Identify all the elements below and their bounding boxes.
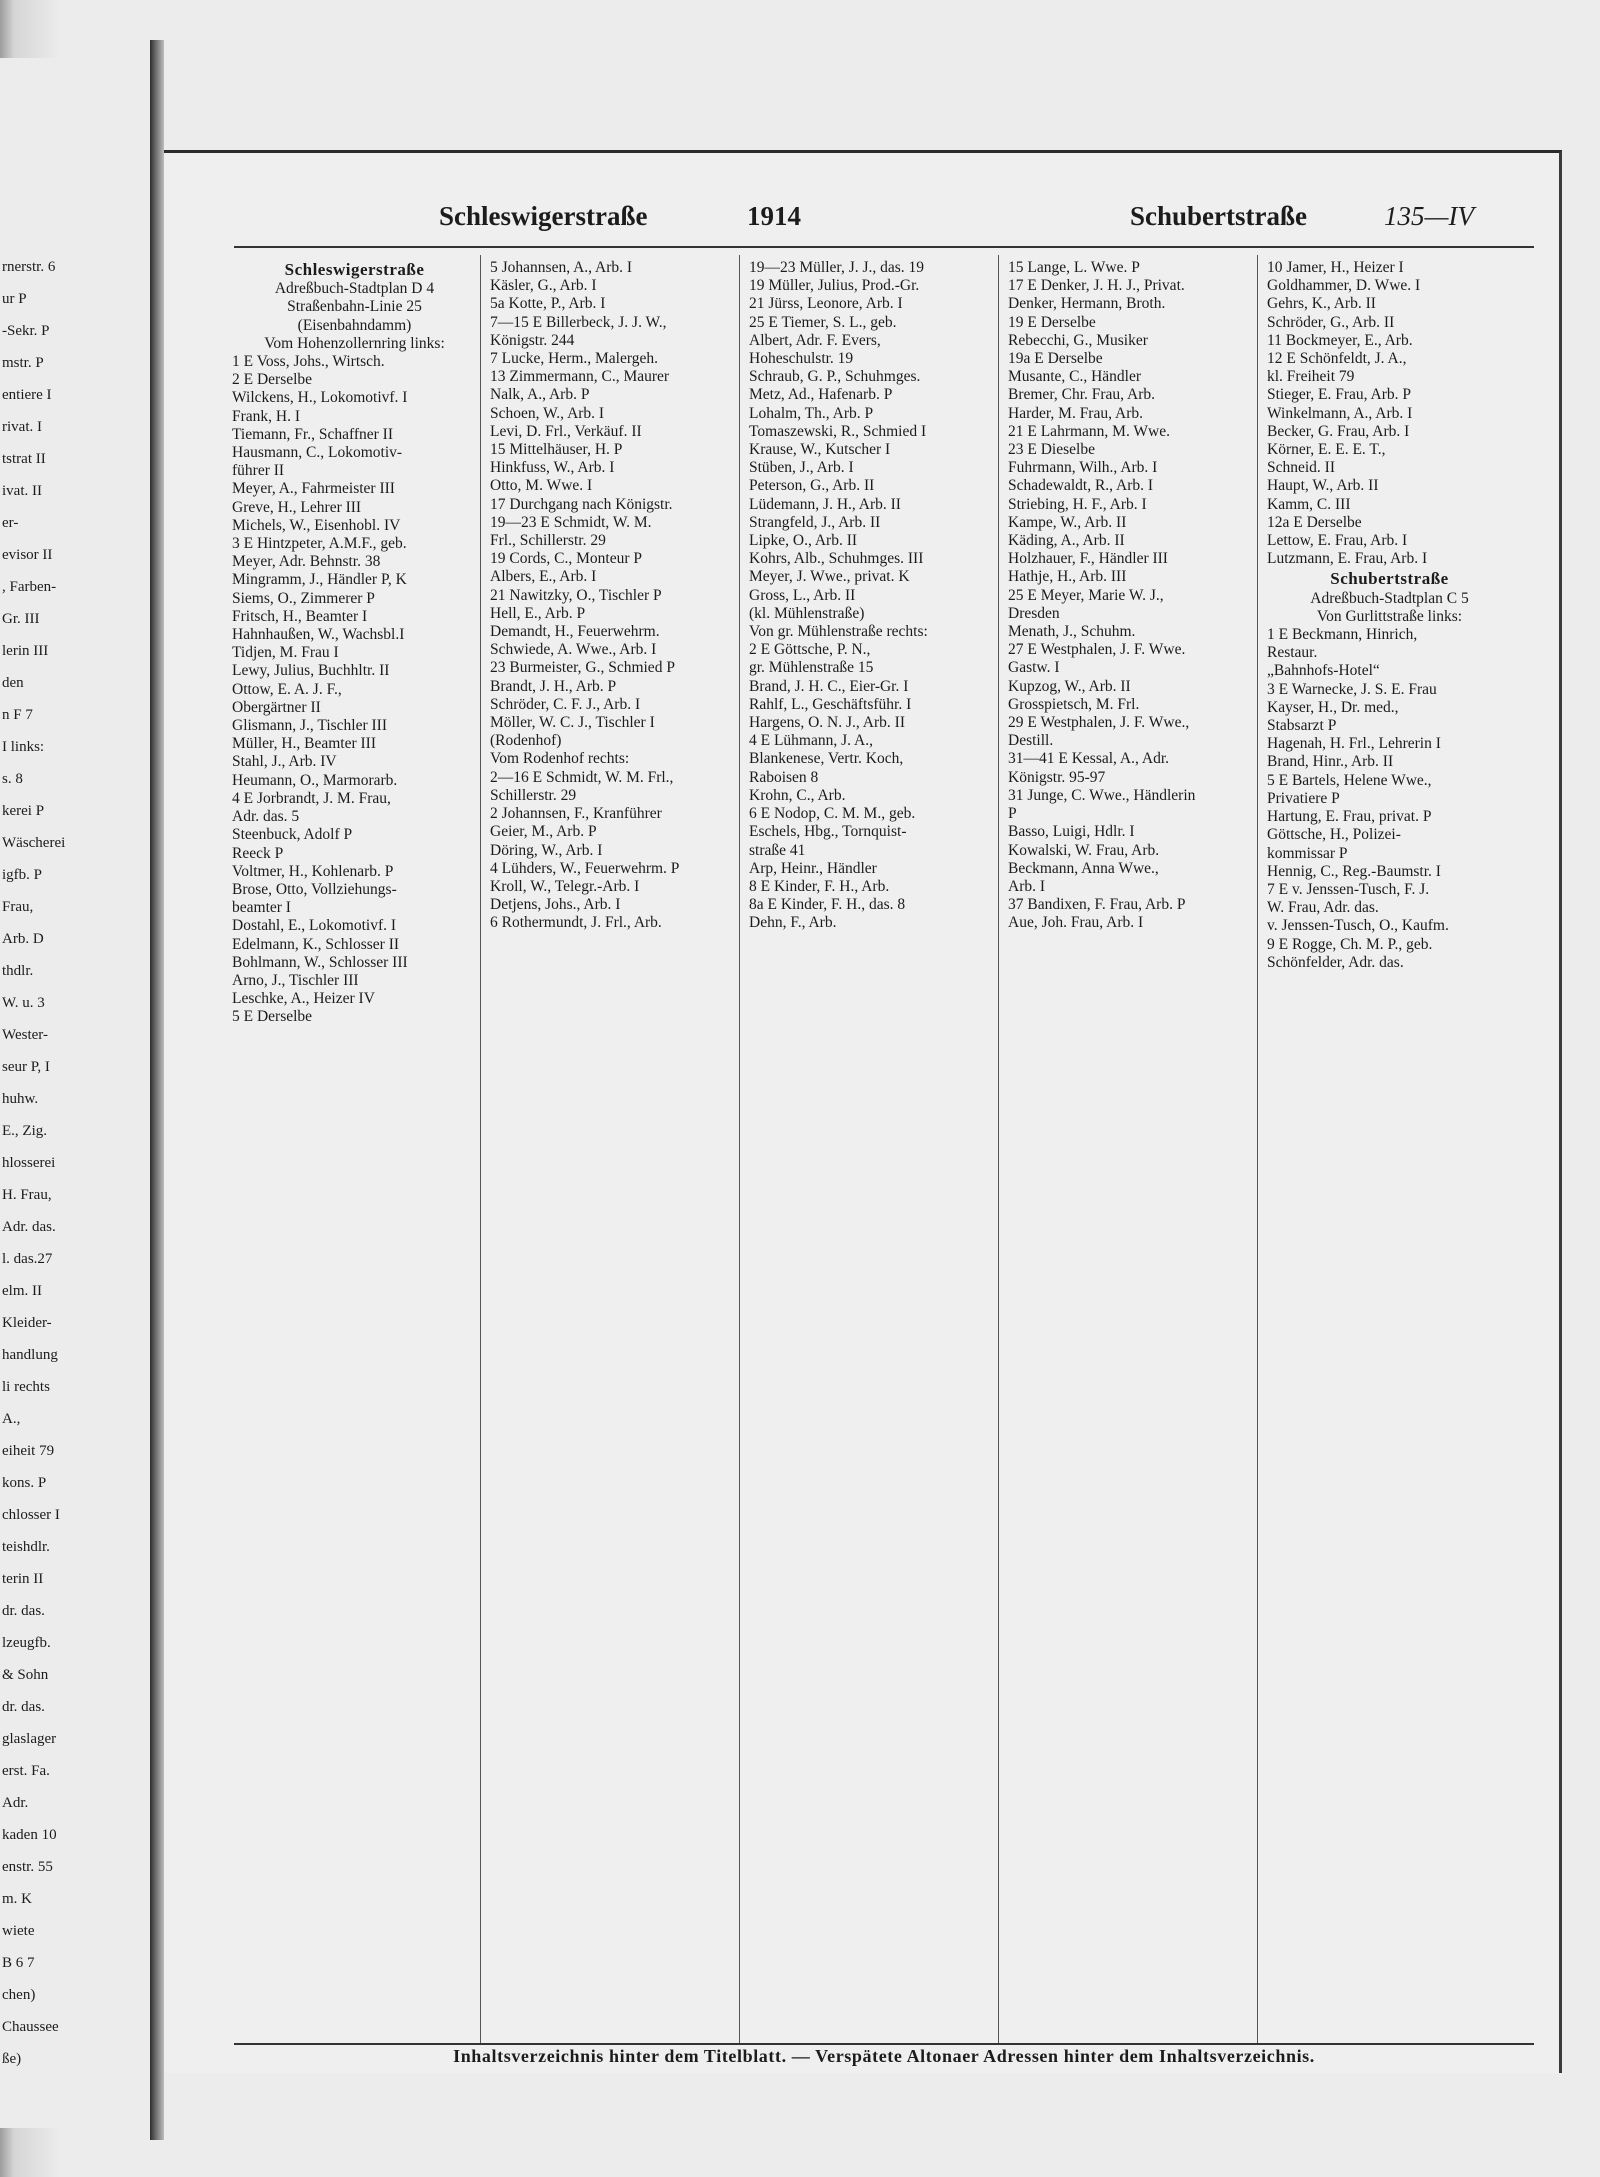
fragment-line: & Sohn — [2, 1667, 49, 1683]
book-gutter — [150, 40, 164, 2140]
resident-entry: 29 E Westphalen, J. F. Wwe., — [1008, 714, 1190, 732]
resident-entry: Brose, Otto, Vollziehungs- — [232, 880, 397, 898]
resident-entry: 9 E Rogge, Ch. M. P., geb. — [1267, 935, 1433, 953]
fragment-line: B 6 7 — [2, 1955, 35, 1971]
resident-entry: Königstr. 95-97 — [1008, 768, 1106, 786]
fragment-line: H. Frau, — [2, 1187, 52, 1203]
resident-entry: Arno, J., Tischler III — [232, 971, 359, 989]
resident-entry: Kupzog, W., Arb. II — [1008, 677, 1131, 695]
resident-entry: Schoen, W., Arb. I — [490, 404, 605, 422]
resident-entry: Aue, Joh. Frau, Arb. I — [1008, 914, 1144, 932]
resident-entry: Adr. das. 5 — [232, 808, 300, 826]
resident-entry: W. Frau, Adr. das. — [1267, 899, 1379, 917]
resident-entry: Stahl, J., Arb. IV — [232, 753, 337, 771]
page-number: 135—IV — [1384, 201, 1474, 231]
directory-column — [1267, 259, 1512, 972]
resident-entry: kommissar P — [1267, 844, 1348, 862]
resident-entry: 17 E Denker, J. H. J., Privat. — [1008, 277, 1185, 295]
resident-entry: Käsler, G., Arb. I — [490, 277, 597, 295]
fragment-line: teishdlr. — [2, 1539, 50, 1555]
fragment-line: A., — [2, 1411, 21, 1427]
resident-entry: Hargens, O. N. J., Arb. II — [749, 714, 905, 732]
street-heading: Schleswigerstraße — [284, 260, 425, 279]
fragment-line: chlosser I — [2, 1507, 60, 1523]
resident-entry: Lettow, E. Frau, Arb. I — [1267, 532, 1408, 550]
street-info: Vom Hohenzollernring links: — [264, 334, 445, 352]
fragment-line: Adr. — [2, 1795, 29, 1811]
resident-entry: Rahlf, L., Geschäftsführ. I — [749, 695, 912, 713]
fragment-line: s. 8 — [2, 771, 23, 787]
resident-entry: Metz, Ad., Hafenarb. P — [749, 386, 893, 404]
resident-entry: 31 Junge, C. Wwe., Händlerin — [1008, 786, 1196, 804]
resident-entry: 2 E Derselbe — [232, 371, 313, 389]
fragment-line: m. K — [2, 1891, 32, 1907]
resident-entry: Gehrs, K., Arb. II — [1267, 295, 1376, 313]
resident-entry: Blankenese, Vertr. Koch, — [749, 750, 904, 768]
resident-entry: Musante, C., Händler — [1008, 368, 1142, 386]
fragment-line: Frau, — [2, 899, 34, 915]
fragment-line: rnerstr. 6 — [2, 259, 56, 275]
resident-entry: 37 Bandixen, F. Frau, Arb. P — [1008, 896, 1186, 914]
resident-entry: 10 Jamer, H., Heizer I — [1267, 259, 1404, 276]
resident-entry: Gastw. I — [1008, 659, 1060, 677]
resident-entry: Brand, J. H. C., Eier-Gr. I — [749, 677, 909, 695]
resident-entry: Gross, L., Arb. II — [749, 586, 856, 604]
fragment-line: handlung — [2, 1347, 58, 1363]
resident-entry: Müller, H., Beamter III — [232, 735, 376, 753]
resident-entry: Albers, E., Arb. I — [490, 568, 597, 586]
fragment-line: seur P, I — [2, 1059, 50, 1075]
resident-entry: Schraub, G. P., Schuhmges. — [749, 368, 921, 386]
resident-entry: Kohrs, Alb., Schuhmges. III — [749, 550, 924, 568]
resident-entry: 19—23 Müller, J. J., das. 19 — [749, 259, 925, 276]
street-info: Straßenbahn-Linie 25 — [287, 298, 422, 316]
resident-entry: Schadewaldt, R., Arb. I — [1008, 477, 1154, 495]
resident-entry: 5a Kotte, P., Arb. I — [490, 295, 606, 313]
resident-entry: 2—16 E Schmidt, W. M. Frl., — [490, 768, 674, 786]
fragment-line: rivat. I — [2, 419, 42, 435]
resident-entry: Albert, Adr. F. Evers, — [749, 331, 881, 349]
resident-entry: Geier, M., Arb. P — [490, 823, 597, 841]
resident-entry: Otto, M. Wwe. I — [490, 477, 593, 495]
street-info: Adreßbuch-Stadtplan D 4 — [274, 280, 435, 298]
resident-entry: Stüben, J., Arb. I — [749, 459, 854, 477]
fragment-line: Wäscherei — [2, 835, 66, 851]
fragment-line: dr. das. — [2, 1699, 45, 1715]
resident-entry: Greve, H., Lehrer III — [232, 498, 362, 516]
fragment-line: mstr. P — [2, 355, 44, 371]
resident-entry: 21 Nawitzky, O., Tischler P — [490, 586, 662, 604]
resident-entry: Goldhammer, D. Wwe. I — [1267, 277, 1421, 295]
resident-entry: Hathje, H., Arb. III — [1008, 568, 1127, 586]
resident-entry: Hell, E., Arb. P — [490, 604, 586, 622]
resident-entry: Schwiede, A. Wwe., Arb. I — [490, 641, 657, 659]
resident-entry: 8 E Kinder, F. H., Arb. — [749, 877, 890, 895]
resident-entry: Von gr. Mühlenstraße rechts: — [749, 623, 928, 641]
resident-entry: 2 Johannsen, F., Kranführer — [490, 805, 662, 823]
resident-entry: Privatiere P — [1267, 789, 1340, 807]
resident-entry: Striebing, H. F., Arb. I — [1008, 495, 1147, 513]
resident-entry: Königstr. 244 — [490, 331, 575, 349]
fragment-line: erst. Fa. — [2, 1763, 50, 1779]
resident-entry: Beckmann, Anna Wwe., — [1008, 859, 1159, 877]
fragment-line: , Farben- — [2, 579, 57, 595]
fragment-line: igfb. P — [2, 867, 43, 883]
resident-entry: 6 Rothermundt, J. Frl., Arb. — [490, 914, 662, 932]
resident-entry: P — [1008, 805, 1017, 823]
street-info: Von Gurlittstraße links: — [1316, 607, 1463, 625]
resident-entry: 31—41 E Kessal, A., Adr. — [1008, 750, 1170, 768]
resident-entry: Vom Rodenhof rechts: — [490, 750, 630, 768]
running-header — [164, 201, 1559, 241]
resident-entry: Siems, O., Zimmerer P — [232, 589, 375, 607]
column-divider — [1257, 255, 1258, 2045]
resident-entry: Tomaszewski, R., Schmied I — [749, 422, 927, 440]
resident-entry: 8a E Kinder, F. H., das. 8 — [749, 896, 906, 914]
resident-entry: 21 Jürss, Leonore, Arb. I — [749, 295, 903, 313]
resident-entry: Leschke, A., Heizer IV — [232, 990, 375, 1008]
fragment-line: n F 7 — [2, 707, 33, 723]
resident-entry: Krohn, C., Arb. — [749, 786, 846, 804]
resident-entry: 13 Zimmermann, C., Maurer — [490, 368, 670, 386]
column-divider — [739, 255, 740, 2045]
resident-entry: Heumann, O., Marmorarb. — [232, 771, 398, 789]
resident-entry: Lohalm, Th., Arb. P — [749, 404, 874, 422]
resident-entry: 4 Lühders, W., Feuerwehrm. P — [490, 859, 680, 877]
resident-entry: 5 E Derselbe — [232, 1008, 313, 1026]
resident-entry: Harder, M. Frau, Arb. — [1008, 404, 1143, 422]
resident-entry: 6 E Nodop, C. M. M., geb. — [749, 805, 916, 823]
resident-entry: Steenbuck, Adolf P — [232, 826, 353, 844]
resident-entry: Hagenah, H. Frl., Lehrerin I — [1267, 735, 1441, 753]
fragment-line: terin II — [2, 1571, 44, 1587]
resident-entry: Holzhauer, F., Händler III — [1008, 550, 1168, 568]
fragment-line: dr. das. — [2, 1603, 45, 1619]
resident-entry: Kamm, C. III — [1267, 495, 1351, 513]
resident-entry: Lutzmann, E. Frau, Arb. I — [1267, 550, 1428, 568]
fragment-line: Gr. III — [2, 611, 40, 627]
fragment-line: thdlr. — [2, 963, 34, 979]
resident-entry: Tidjen, M. Frau I — [232, 644, 339, 662]
resident-entry: 3 E Hintzpeter, A.M.F., geb. — [232, 535, 407, 553]
resident-entry: Frank, H. I — [232, 407, 301, 425]
resident-entry: Michels, W., Eisenhobl. IV — [232, 516, 401, 534]
directory-column — [1008, 259, 1253, 933]
directory-column — [749, 259, 994, 933]
resident-entry: 2 E Göttsche, P. N., — [749, 641, 871, 659]
directory-column — [490, 259, 735, 933]
resident-entry: 5 Johannsen, A., Arb. I — [490, 259, 633, 276]
resident-entry: gr. Mühlenstraße 15 — [749, 659, 874, 677]
resident-entry: „Bahnhofs-Hotel“ — [1267, 662, 1380, 680]
fragment-line: W. u. 3 — [2, 995, 45, 1011]
resident-entry: Arb. I — [1008, 877, 1046, 895]
resident-entry: Levi, D. Frl., Verkäuf. II — [490, 422, 642, 440]
fragment-line: chen) — [2, 1987, 36, 2003]
resident-entry: Schröder, G., Arb. II — [1267, 313, 1395, 331]
page-footer: Inhaltsverzeichnis hinter dem Titelblatt. — Verspätete Altonaer Adressen hinter dem Inhaltsverzeichnis. — [453, 2046, 1315, 2066]
resident-entry: 4 E Lühmann, J. A., — [749, 732, 873, 750]
fragment-line: ße) — [2, 2051, 22, 2067]
resident-entry: 7 E v. Jenssen-Tusch, F. J. — [1267, 880, 1430, 898]
resident-entry: Lewy, Julius, Buchhltr. II — [232, 662, 390, 680]
fragment-line: li rechts — [2, 1379, 50, 1395]
resident-entry: Hoheschulstr. 19 — [749, 350, 854, 368]
resident-entry: Peterson, G., Arb. II — [749, 477, 875, 495]
resident-entry: 1 E Beckmann, Hinrich, — [1267, 626, 1418, 644]
resident-entry: Obergärtner II — [232, 698, 321, 716]
resident-entry: Körner, E. E. E. T., — [1267, 441, 1386, 459]
fragment-line: l. das.27 — [2, 1251, 53, 1267]
resident-entry: Hennig, C., Reg.-Baumstr. I — [1267, 862, 1441, 880]
resident-entry: Göttsche, H., Polizei- — [1267, 826, 1401, 844]
resident-entry: v. Jenssen-Tusch, O., Kaufm. — [1267, 917, 1449, 935]
fragment-line: huhw. — [2, 1091, 39, 1107]
resident-entry: Schröder, C. F. J., Arb. I — [490, 695, 641, 713]
fragment-line: I links: — [2, 739, 45, 755]
header-year: 1914 — [747, 201, 801, 231]
resident-entry: Frl., Schillerstr. 29 — [490, 532, 606, 550]
resident-entry: Fuhrmann, Wilh., Arb. I — [1008, 459, 1158, 477]
resident-entry: 12 E Schönfeldt, J. A., — [1267, 350, 1407, 368]
fragment-line: ur P — [2, 291, 27, 307]
resident-entry: Dresden — [1008, 604, 1060, 622]
resident-entry: Fritsch, H., Beamter I — [232, 607, 368, 625]
resident-entry: Haupt, W., Arb. II — [1267, 477, 1379, 495]
resident-entry: Stabsarzt P — [1267, 717, 1337, 735]
fragment-line: lzeugfb. — [2, 1635, 51, 1651]
resident-entry: Schneid. II — [1267, 459, 1336, 477]
resident-entry: Rebecchi, G., Musiker — [1008, 331, 1148, 349]
resident-entry: 1 E Voss, Johs., Wirtsch. — [232, 353, 385, 371]
resident-entry: Voltmer, H., Kohlenarb. P — [232, 862, 394, 880]
adjacent-page-fragment — [0, 58, 153, 2128]
resident-entry: 19—23 E Schmidt, W. M. — [490, 513, 652, 531]
resident-entry: 19a E Derselbe — [1008, 350, 1103, 368]
resident-entry: 23 E Dieselbe — [1008, 441, 1095, 459]
resident-entry: Strangfeld, J., Arb. II — [749, 513, 881, 531]
address-book-page — [164, 150, 1562, 2073]
resident-entry: beamter I — [232, 899, 291, 917]
fragment-line: elm. II — [2, 1283, 42, 1299]
resident-entry: Dehn, F., Arb. — [749, 914, 837, 932]
header-rule — [234, 246, 1534, 248]
resident-entry: Denker, Hermann, Broth. — [1008, 295, 1166, 313]
resident-entry: Demandt, H., Feuerwehrm. — [490, 623, 660, 641]
fragment-line: ivat. II — [2, 483, 42, 499]
resident-entry: 7 Lucke, Herm., Malergeh. — [490, 350, 659, 368]
resident-entry: 19 Müller, Julius, Prod.-Gr. — [749, 277, 920, 295]
resident-entry: führer II — [232, 462, 285, 480]
resident-entry: Eschels, Hbg., Tornquist- — [749, 823, 907, 841]
resident-entry: Schillerstr. 29 — [490, 786, 577, 804]
resident-entry: 19 Cords, C., Monteur P — [490, 550, 642, 568]
resident-entry: Döring, W., Arb. I — [490, 841, 603, 859]
fragment-line: Chaussee — [2, 2019, 59, 2035]
resident-entry: Lipke, O., Arb. II — [749, 532, 858, 550]
column-divider — [998, 255, 999, 2045]
fragment-line: -Sekr. P — [2, 323, 50, 339]
resident-entry: Nalk, A., Arb. P — [490, 386, 590, 404]
street-heading: Schubertstraße — [1330, 569, 1449, 589]
fragment-line: wiete — [2, 1923, 35, 1939]
resident-entry: Meyer, J. Wwe., privat. K — [749, 568, 910, 586]
fragment-line: kaden 10 — [2, 1827, 57, 1843]
resident-entry: 11 Bockmeyer, E., Arb. — [1267, 331, 1413, 349]
fragment-line: Adr. das. — [2, 1219, 56, 1235]
fragment-line: kerei P — [2, 803, 45, 819]
resident-entry: Restaur. — [1267, 644, 1318, 662]
resident-entry: (Rodenhof) — [490, 732, 562, 750]
fragment-line: entiere I — [2, 387, 52, 403]
resident-entry: Winkelmann, A., Arb. I — [1267, 404, 1413, 422]
resident-entry: Glismann, J., Tischler III — [232, 717, 387, 735]
resident-entry: Hartung, E. Frau, privat. P — [1267, 808, 1432, 826]
resident-entry: Dostahl, E., Lokomotivf. I — [232, 917, 397, 935]
fragment-line: E., Zig. — [2, 1123, 47, 1139]
fragment-line: hlosserei — [2, 1155, 56, 1171]
resident-entry: Kayser, H., Dr. med., — [1267, 698, 1399, 716]
fragment-line: enstr. 55 — [2, 1859, 53, 1875]
resident-entry: Hahnhaußen, W., Wachsbl.I — [232, 626, 405, 644]
resident-entry: Bremer, Chr. Frau, Arb. — [1008, 386, 1156, 404]
resident-entry: Basso, Luigi, Hdlr. I — [1008, 823, 1135, 841]
header-right-street: Schubertstraße — [1130, 201, 1307, 231]
resident-entry: Tiemann, Fr., Schaffner II — [232, 425, 394, 443]
resident-entry: Brandt, J. H., Arb. P — [490, 677, 617, 695]
resident-entry: Detjens, Johs., Arb. I — [490, 896, 621, 914]
resident-entry: 3 E Warnecke, J. S. E. Frau — [1267, 680, 1437, 698]
resident-entry: Möller, W. C. J., Tischler I — [490, 714, 655, 732]
resident-entry: Krause, W., Kutscher I — [749, 441, 891, 459]
fragment-line: kons. P — [2, 1475, 47, 1491]
resident-entry: Bohlmann, W., Schlosser III — [232, 953, 408, 971]
resident-entry: Raboisen 8 — [749, 768, 819, 786]
resident-entry: Arp, Heinr., Händler — [749, 859, 877, 877]
resident-entry: 27 E Westphalen, J. F. Wwe. — [1008, 641, 1186, 659]
resident-entry: straße 41 — [749, 841, 806, 859]
resident-entry: Kroll, W., Telegr.-Arb. I — [490, 877, 640, 895]
header-left-street: Schleswigerstraße — [439, 201, 648, 231]
directory-column — [232, 259, 477, 1027]
resident-entry: Kowalski, W. Frau, Arb. — [1008, 841, 1160, 859]
resident-entry: 12a E Derselbe — [1267, 513, 1362, 531]
street-info: (Eisenbahndamm) — [297, 316, 412, 334]
resident-entry: Hausmann, C., Lokomotiv- — [232, 444, 403, 462]
resident-entry: Grosspietsch, M. Frl. — [1008, 695, 1140, 713]
resident-entry: Menath, J., Schuhm. — [1008, 623, 1136, 641]
resident-entry: Meyer, A., Fahrmeister III — [232, 480, 395, 498]
fragment-line: Kleider- — [2, 1315, 52, 1331]
fragment-line: den — [2, 675, 24, 691]
resident-entry: Ottow, E. A. J. F., — [232, 680, 342, 698]
resident-entry: 25 E Tiemer, S. L., geb. — [749, 313, 897, 331]
resident-entry: (kl. Mühlenstraße) — [749, 604, 865, 622]
resident-entry: Edelmann, K., Schlosser II — [232, 935, 400, 953]
street-info: Adreßbuch-Stadtplan C 5 — [1310, 589, 1469, 607]
fragment-line: eiheit 79 — [2, 1443, 55, 1459]
resident-entry: 7—15 E Billerbeck, J. J. W., — [490, 313, 667, 331]
fragment-line: tstrat II — [2, 451, 46, 467]
resident-entry: Kampe, W., Arb. II — [1008, 513, 1127, 531]
fragment-line: er- — [2, 515, 19, 531]
resident-entry: Wilckens, H., Lokomotivf. I — [232, 389, 408, 407]
resident-entry: Stieger, E. Frau, Arb. P — [1267, 386, 1412, 404]
fragment-line: evisor II — [2, 547, 53, 563]
resident-entry: 4 E Jorbrandt, J. M. Frau, — [232, 789, 391, 807]
column-divider — [480, 255, 481, 2045]
resident-entry: 25 E Meyer, Marie W. J., — [1008, 586, 1164, 604]
fragment-line: Wester- — [2, 1027, 48, 1043]
resident-entry: Hinkfuss, W., Arb. I — [490, 459, 615, 477]
resident-entry: 23 Burmeister, G., Schmied P — [490, 659, 675, 677]
fragment-line: glaslager — [2, 1731, 57, 1747]
fragment-line: Arb. D — [2, 931, 44, 947]
footer-rule — [234, 2043, 1534, 2045]
resident-entry: Schönfelder, Adr. das. — [1267, 953, 1404, 971]
resident-entry: Becker, G. Frau, Arb. I — [1267, 422, 1410, 440]
resident-entry: Mingramm, J., Händler P, K — [232, 571, 407, 589]
resident-entry: 5 E Bartels, Helene Wwe., — [1267, 771, 1432, 789]
resident-entry: Reeck P — [232, 844, 284, 862]
resident-entry: Lüdemann, J. H., Arb. II — [749, 495, 901, 513]
resident-entry: Meyer, Adr. Behnstr. 38 — [232, 553, 381, 571]
resident-entry: kl. Freiheit 79 — [1267, 368, 1355, 386]
resident-entry: 15 Mittelhäuser, H. P — [490, 441, 623, 459]
resident-entry: 17 Durchgang nach Königstr. — [490, 495, 673, 513]
resident-entry: 21 E Lahrmann, M. Wwe. — [1008, 422, 1170, 440]
resident-entry: Destill. — [1008, 732, 1054, 750]
resident-entry: Brand, Hinr., Arb. II — [1267, 753, 1394, 771]
resident-entry: 15 Lange, L. Wwe. P — [1008, 259, 1140, 276]
fragment-line: lerin III — [2, 643, 49, 659]
resident-entry: 19 E Derselbe — [1008, 313, 1096, 331]
resident-entry: Käding, A., Arb. II — [1008, 532, 1125, 550]
